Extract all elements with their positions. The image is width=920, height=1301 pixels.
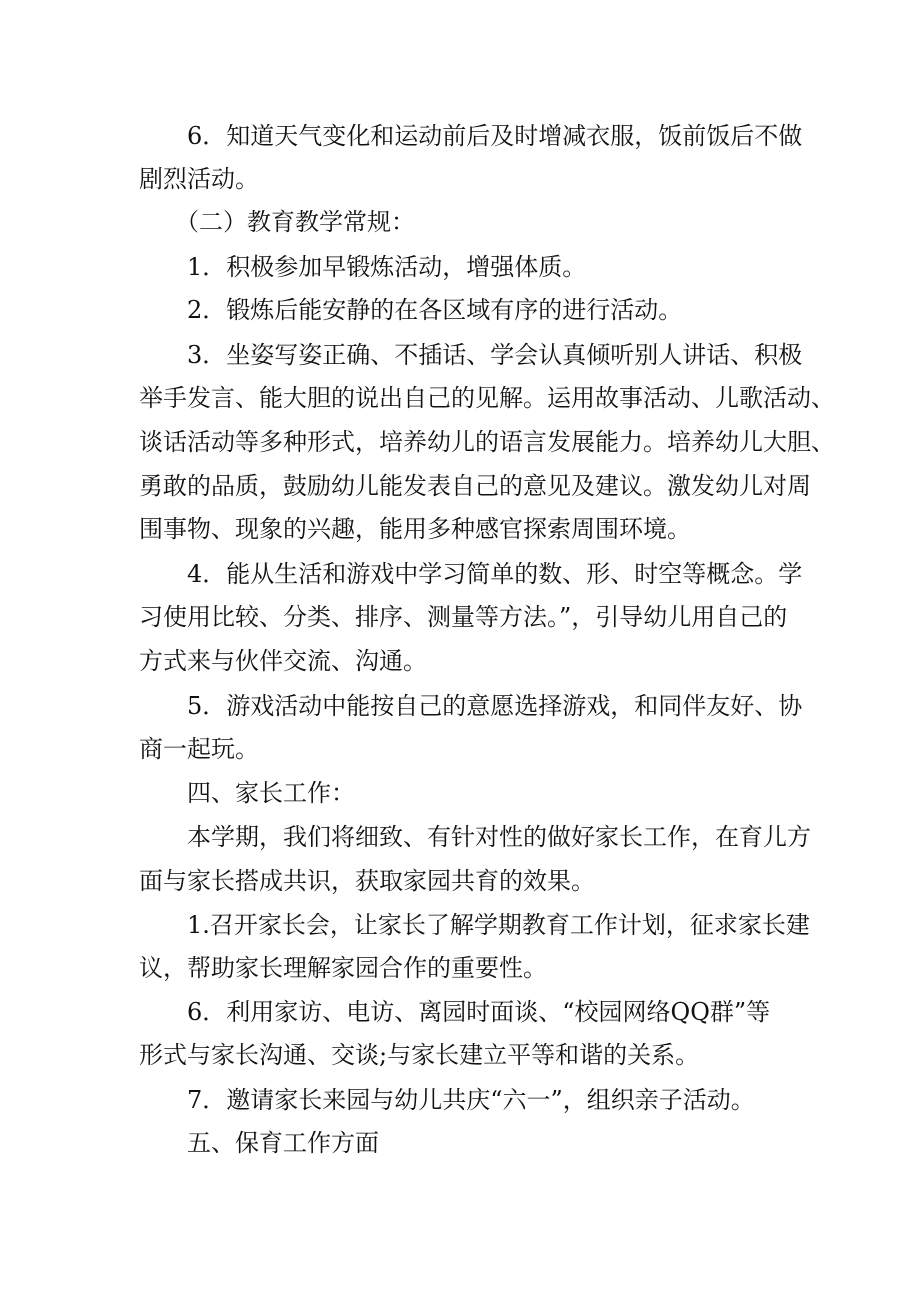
text-line: 举手发言、能大胆的说出自己的见解。运用故事活动、儿歌活动、: [139, 384, 835, 412]
text-line: 1.召开家长会，让家长了解学期教育工作计划，征求家长建: [187, 911, 810, 939]
text-line: 2．锻炼后能安静的在各区域有序的进行活动。: [187, 296, 683, 324]
text-line: 议，帮助家长理解家园合作的重要性。: [139, 954, 547, 982]
text-line: 面与家长搭成共识，获取家园共育的效果。: [139, 867, 595, 895]
section-heading: （二）教育教学常规：: [175, 208, 415, 236]
text-line: 7．邀请家长来园与幼儿共庆“六一”，组织亲子活动。: [187, 1086, 755, 1114]
text-line: 习使用比较、分类、排序、测量等方法。”，引导幼儿用自己的: [139, 603, 788, 631]
text-line: 剧烈活动。: [139, 165, 259, 193]
text-line: 形式与家长沟通、交谈;与家长建立平等和谐的关系。: [139, 1041, 700, 1069]
text-line: 本学期，我们将细致、有针对性的做好家长工作，在育儿方: [187, 823, 811, 851]
section-heading: 五、保育工作方面: [187, 1129, 379, 1157]
section-heading: 四、家长工作：: [187, 779, 355, 807]
text-line: 6．知道天气变化和运动前后及时增减衣服，饭前饭后不做: [187, 122, 803, 150]
text-line: 围事物、现象的兴趣，能用多种感官探索周围环境。: [139, 515, 691, 543]
text-line: 勇敢的品质，鼓励幼儿能发表自己的意见及建议。激发幼儿对周: [139, 472, 811, 500]
text-line: 3．坐姿写姿正确、不插话、学会认真倾听别人讲话、积极: [187, 341, 803, 369]
text-line: 方式来与伙伴交流、沟通。: [139, 647, 427, 675]
text-line: 1．积极参加早锻炼活动，增强体质。: [187, 253, 587, 281]
text-line: 谈话活动等多种形式，培养幼儿的语言发展能力。培养幼儿大胆、: [139, 428, 835, 456]
text-line: 商一起玩。: [139, 735, 259, 763]
text-line: 6．利用家访、电访、离园时面谈、“校园网络QQ群”等: [187, 998, 771, 1026]
text-line: 5．游戏活动中能按自己的意愿选择游戏，和同伴友好、协: [187, 692, 803, 720]
text-line: 4．能从生活和游戏中学习简单的数、形、时空等概念。学: [187, 560, 803, 588]
